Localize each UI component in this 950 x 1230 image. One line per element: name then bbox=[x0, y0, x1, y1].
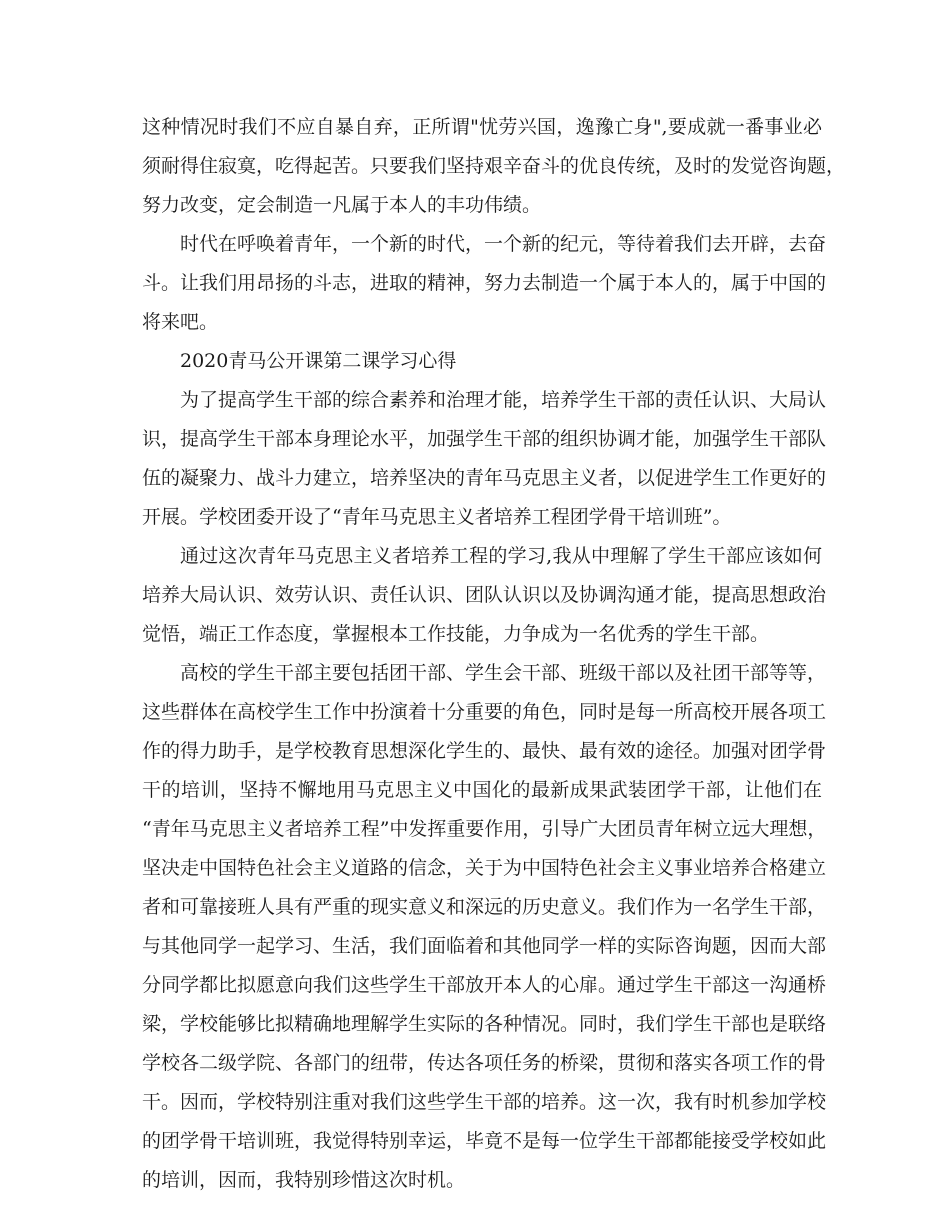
text-line: 者和可靠接班人具有严重的现实意义和深远的历史意义。我们作为一名学生干部， bbox=[142, 896, 827, 918]
text-line: 的团学骨干培训班，我觉得特别幸运，毕竟不是每一位学生干部都能接受学校如此 bbox=[142, 1130, 827, 1152]
text-line: 学校各二级学院、各部门的纽带，传达各项任务的桥梁，贯彻和落实各项工作的骨 bbox=[142, 1052, 827, 1074]
text-line: 觉悟，端正工作态度，掌握根本工作技能，力争成为一名优秀的学生干部。 bbox=[142, 623, 770, 645]
text-line: 伍的凝聚力、战斗力建立，培养坚决的青年马克思主义者，以促进学生工作更好的 bbox=[142, 467, 827, 489]
text-line: 这种情况时我们不应自暴自弃，正所谓"忧劳兴国，逸豫亡身",要成就一番事业必 bbox=[142, 116, 822, 138]
text-line: 时代在呼唤着青年，一个新的时代，一个新的纪元，等待着我们去开辟，去奋 bbox=[180, 233, 827, 255]
text-line: 分同学都比拟愿意向我们这些学生干部放开本人的心扉。通过学生干部这一沟通桥 bbox=[142, 974, 827, 996]
text-line: 高校的学生干部主要包括团干部、学生会干部、班级干部以及社团干部等等， bbox=[180, 662, 827, 684]
text-line: 梁，学校能够比拟精确地理解学生实际的各种情况。同时，我们学生干部也是联络 bbox=[142, 1013, 827, 1035]
text-line: 干。因而，学校特别注重对我们这些学生干部的培养。这一次，我有时机参加学校 bbox=[142, 1091, 827, 1113]
text-line: 培养大局认识、效劳认识、责任认识、团队认识以及协调沟通才能，提高思想政治 bbox=[142, 584, 827, 606]
text-line: 将来吧。 bbox=[142, 311, 219, 333]
text-line: 开展。学校团委开设了“青年马克思主义者培养工程团学骨干培训班”。 bbox=[142, 506, 732, 528]
text-line: 坚决走中国特色社会主义道路的信念，关于为中国特色社会主义事业培养合格建立 bbox=[142, 857, 827, 879]
section-heading: 2020青马公开课第二课学习心得 bbox=[180, 350, 457, 372]
text-line: 作的得力助手，是学校教育思想深化学生的、最快、最有效的途径。加强对团学骨 bbox=[142, 740, 827, 762]
text-line: 通过这次青年马克思主义者培养工程的学习,我从中理解了学生干部应该如何 bbox=[180, 545, 822, 567]
text-line: 斗。让我们用昂扬的斗志，进取的精神，努力去制造一个属于本人的，属于中国的 bbox=[142, 272, 827, 294]
text-line: 识，提高学生干部本身理论水平，加强学生干部的组织协调才能，加强学生干部队 bbox=[142, 428, 827, 450]
text-line: 为了提高学生干部的综合素养和治理才能，培养学生干部的责任认识、大局认 bbox=[180, 389, 827, 411]
text-line: 的培训，因而，我特别珍惜这次时机。 bbox=[142, 1169, 466, 1191]
text-line: 与其他同学一起学习、生活，我们面临着和其他同学一样的实际咨询题，因而大部 bbox=[142, 935, 827, 957]
text-line: 须耐得住寂寞，吃得起苦。只要我们坚持艰辛奋斗的优良传统，及时的发觉咨询题， bbox=[142, 155, 846, 177]
text-line: 这些群体在高校学生工作中扮演着十分重要的角色，同时是每一所高校开展各项工 bbox=[142, 701, 827, 723]
text-line: 努力改变，定会制造一凡属于本人的丰功伟绩。 bbox=[142, 194, 542, 216]
text-line: “青年马克思主义者培养工程”中发挥重要作用，引导广大团员青年树立远大理想， bbox=[142, 818, 827, 840]
text-line: 干的培训，坚持不懈地用马克思主义中国化的最新成果武装团学干部，让他们在 bbox=[142, 779, 822, 801]
